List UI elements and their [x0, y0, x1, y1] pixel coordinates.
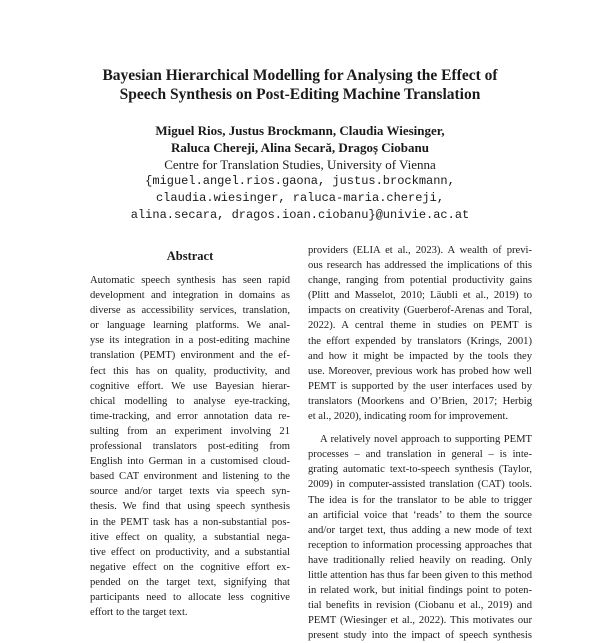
email-line-1: {miguel.angel.rios.gaona, justus.brockmann, [145, 174, 455, 188]
body-line: ous research has addressed the implications of this [308, 260, 532, 272]
abstract-line: chical modelling to analyse eye-tracking, [90, 395, 290, 407]
abstract-line: negative effect on the cognitive effort ex- [90, 561, 290, 573]
abstract-line: development and integration in domains as [90, 290, 290, 302]
paper-title [60, 66, 540, 104]
body-line: impacts on creativity (Guerberof-Arenas and Toral, [308, 305, 532, 317]
body-text-right-column [308, 243, 532, 643]
abstract-line: source and/or target texts via speech syn- [90, 486, 290, 498]
abstract-line: time-tracking, and error annotation data re- [90, 410, 290, 422]
abstract-line: itive effect on quality, a substantial nega- [90, 531, 290, 543]
abstract-line: cognitive effort. We use Bayesian hierar- [90, 380, 290, 392]
body-line: 2009) in computer-assisted translation (CAT) tools. [308, 479, 532, 491]
title-line-2: Speech Synthesis on Post-Editing Machine Translation [119, 86, 481, 103]
abstract-line: professional translators post-editing from [90, 441, 290, 453]
body-line: and how it might be impacted by the tools they [308, 350, 532, 362]
email-line-3: alina.secara, dragos.ioan.ciobanu}@univie.ac.at [130, 208, 470, 222]
abstract-line: diverse as accessibility services, translation, [90, 305, 290, 317]
body-line: translators (Moorkens and O’Brien, 2017; Herbig [308, 395, 532, 407]
abstract-line: participants need to allocate less cognitive [90, 591, 290, 603]
abstract-line: effort to the target text. [90, 607, 188, 619]
body-line: present study into the impact of speech synthesis [308, 630, 532, 642]
body-line: PEMT (Wiesinger et al., 2022). This motivates our [308, 615, 532, 627]
abstract-line: fect this has on quality, productivity, and [90, 365, 290, 377]
author-names-line-1: Miguel Rios, Justus Brockmann, Claudia Wiesinger, [155, 123, 445, 138]
author-names-line-2: Raluca Chereji, Alina Secară, Dragoș Ciobanu [171, 140, 429, 155]
abstract-line: or language learning platforms. We anal- [90, 320, 290, 332]
body-line: in related work, but initial findings point to poten- [308, 585, 532, 597]
abstract-line: yse its integration in a post-editing machine [90, 335, 290, 347]
body-line: The idea is for the translator to be able to trigger [308, 494, 532, 506]
paragraph-gap [308, 424, 532, 432]
abstract-heading: Abstract [166, 249, 214, 263]
abstract-line: Automatic speech synthesis has seen rapid [90, 275, 290, 286]
body-line: have traditionally relied heavily on reading. Only [308, 554, 532, 566]
body-line: the effort expended by translators (Krings, 2001) [308, 335, 532, 347]
affiliation: Centre for Translation Studies, University of Vienna [164, 157, 436, 172]
body-line: and/or target text, thus adding a new mode of text [308, 524, 532, 536]
body-line: 2022). A central theme in studies on PEMT is [308, 320, 532, 332]
body-line: change, ranging from potential productivity gains [308, 275, 532, 287]
email-line-2: claudia.wiesinger, raluca-maria.chereji, [155, 191, 445, 205]
title-line-1: Bayesian Hierarchical Modelling for Analysing the Effect of [102, 67, 498, 84]
body-line: an artificial voice that ‘reads’ to them the source [308, 509, 532, 521]
abstract-text [90, 273, 290, 620]
abstract-line: thesis. We find that using speech synthesis [90, 501, 290, 513]
author-block [60, 122, 540, 224]
abstract-line: based CAT environment and listening to the [90, 471, 290, 483]
abstract-line: tive effect on productivity, and a substantial [90, 546, 290, 558]
abstract-line: English into German in a customised cloud- [90, 456, 290, 468]
body-line: PEMT is supported by the user interfaces used by [308, 380, 532, 392]
body-line: use. Moreover, previous work has probed how well [308, 365, 532, 377]
body-line: providers (ELIA et al., 2023). A wealth of previ- [308, 245, 532, 256]
abstract-line: in the PEMT task has a non-substantial pos- [90, 516, 290, 528]
body-line: A relatively novel approach to supporting PEMT [320, 434, 532, 446]
body-line: et al., 2020), indicating room for improvement. [308, 411, 509, 423]
body-line: little attention has thus far been given to this method [308, 569, 532, 581]
abstract-line: sulting from an experiment involving 21 [90, 425, 290, 437]
body-line: reception to information processing approaches that [308, 539, 532, 551]
abstract-line: pended on the target text, signifying that [90, 576, 290, 588]
body-line: processes – and translation in general – is inte- [308, 449, 532, 461]
body-line: grating automatic text-to-speech synthesis (Taylor, [308, 464, 532, 476]
body-line: tial benefits in revision (Ciobanu et al., 2019) and [308, 600, 532, 612]
abstract-line: translation (PEMT) environment and the ef- [90, 350, 290, 362]
body-line: (Plitt and Masselot, 2010; Läubli et al., 2019) to [308, 290, 532, 302]
